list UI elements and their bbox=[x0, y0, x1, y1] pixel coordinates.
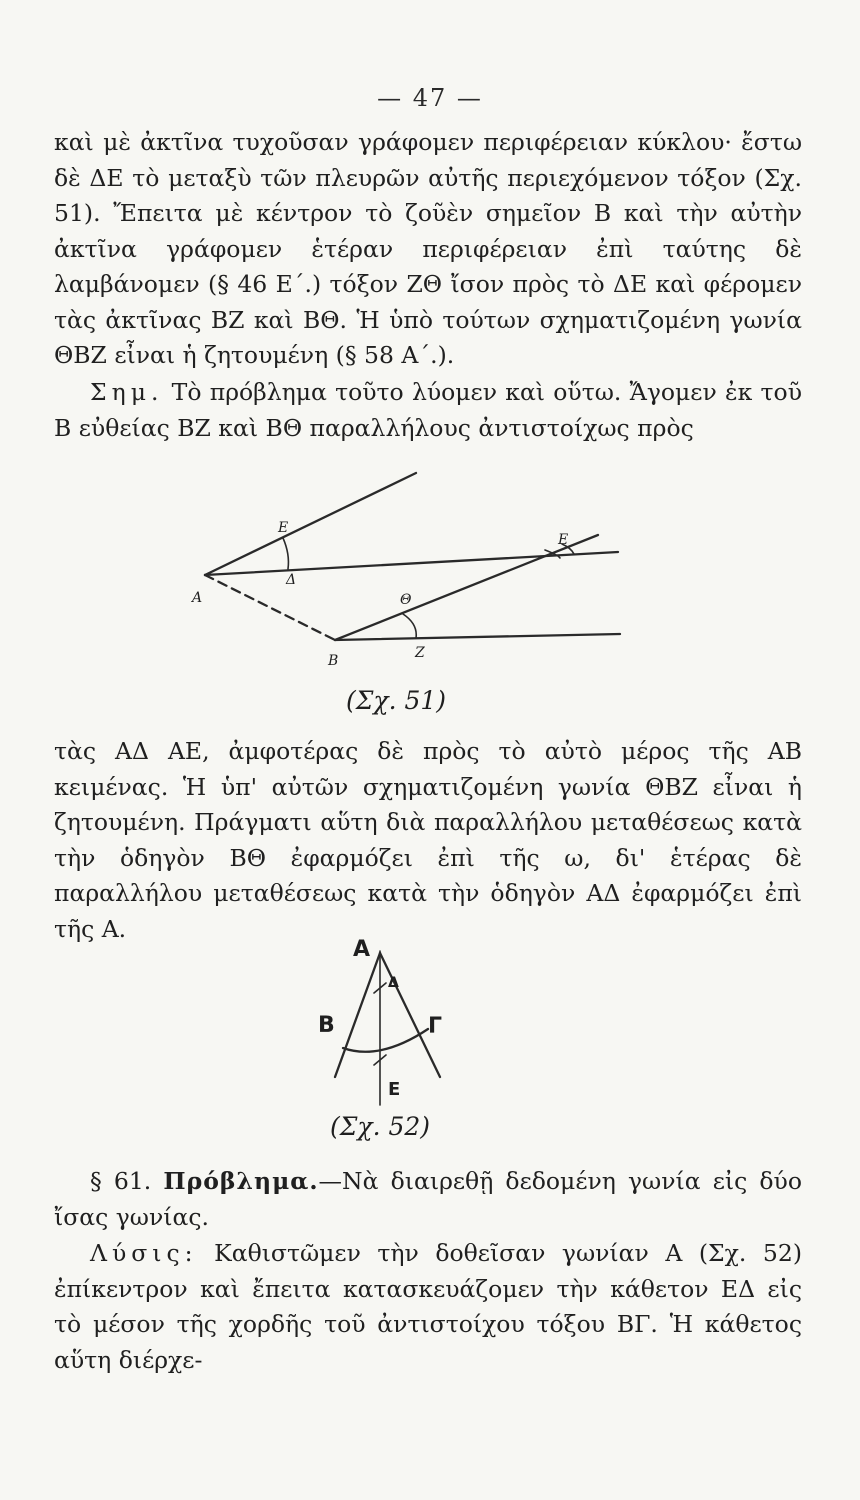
label-e: E bbox=[278, 520, 289, 536]
label-a-52: A bbox=[353, 937, 371, 962]
section-61 bbox=[54, 1164, 802, 1235]
note-text: Τὸ πρόβλημα τοῦτο λύομεν καὶ οὕτω. Ἄγομεν ἐκ τοῦ Β εὐθείας ΒΖ καὶ ΒΘ παραλλήλους ἀντιστοίχως πρὸς bbox=[54, 378, 802, 442]
arc-bg bbox=[343, 1029, 428, 1052]
page-number: — 47 — bbox=[377, 84, 483, 112]
figure-52-diagram bbox=[310, 925, 460, 1125]
paragraph-construction bbox=[54, 125, 802, 374]
side-ab bbox=[335, 953, 380, 1077]
problem-title: Πρόβλημα. bbox=[163, 1167, 319, 1195]
label-b: B bbox=[328, 653, 339, 669]
label-a: A bbox=[192, 590, 203, 606]
arc-de bbox=[283, 538, 288, 569]
label-e-52: Ε bbox=[388, 1079, 401, 1100]
problem-statement bbox=[54, 1164, 802, 1235]
label-delta-52: Δ bbox=[388, 975, 399, 991]
solution-text: Καθιστῶμεν τὴν δοθεῖσαν γωνίαν Α (Σχ. 52) ἐπίκεντρον καὶ ἔπειτα κατασκευάζομεν τὴν κάθετον ΕΔ εἰς τὸ μέσον τῆς χορδῆς τοῦ ἀντιστοίχου τόξου ΒΓ. Ἡ κάθετος αὕτη διέρχε- bbox=[54, 1239, 802, 1374]
note-label: Σημ. bbox=[90, 378, 164, 406]
label-g-52: Γ bbox=[428, 1014, 443, 1039]
ray-b-theta bbox=[335, 535, 598, 640]
label-z: Z bbox=[415, 645, 425, 661]
label-e-right: E bbox=[558, 532, 569, 548]
paragraph-proof bbox=[54, 734, 802, 947]
dashed-ab bbox=[205, 575, 335, 640]
note-paragraph bbox=[54, 375, 802, 446]
label-theta: Θ bbox=[400, 592, 412, 608]
figure-51-diagram bbox=[190, 462, 630, 682]
solution-label: Λύσις: bbox=[90, 1239, 198, 1267]
paragraph-note bbox=[54, 375, 802, 446]
figure-52-caption: (Σχ. 52) bbox=[330, 1112, 431, 1141]
figure-51-caption: (Σχ. 51) bbox=[346, 686, 447, 715]
label-delta: Δ bbox=[286, 572, 297, 588]
arc-theta-z bbox=[403, 614, 416, 638]
label-b-52: Β bbox=[318, 1013, 335, 1038]
solution-paragraph bbox=[54, 1236, 802, 1378]
paragraph-text: καὶ μὲ ἀκτῖνα τυχοῦσαν γράφομεν περιφέρειαν κύκλου· ἔστω δὲ ΔΕ τὸ μεταξὺ τῶν πλευρῶν αὐτῆς περιεχόμενον τόξον (Σχ. 51). Ἔπειτα μὲ κέντρον τὸ ζοῦὲν σημεῖον Β καὶ τὴν αὐτὴν ἀκτῖνα γράφομεν ἑτέραν περιφέρειαν ἐπὶ ταύτης δὲ λαμβάνομεν (§ 46 Ε΄.) τόξον ΖΘ ἴσον πρὸς τὸ ΔΕ καὶ φέρομεν τὰς ἀκτῖνας ΒΖ καὶ ΒΘ. Ἡ ὑπὸ τούτων σχηματιζομένη γωνία ΘΒΖ εἶναι ἡ ζητουμένη (§ 58 Α΄.). bbox=[54, 128, 802, 369]
ray-ae bbox=[205, 473, 416, 575]
proof-text: τὰς ΑΔ ΑΕ, ἀμφοτέρας δὲ πρὸς τὸ αὐτὸ μέρος τῆς ΑΒ κειμένας. Ἡ ὑπ' αὐτῶν σχηματιζομένη γωνία ΘΒΖ εἶναι ἡ ζητουμένη. Πράγματι αὕτη διὰ παραλλήλου μεταθέσεως κατὰ τὴν ὁδηγὸν ΒΘ ἐφαρμόζει ἐπὶ τῆς ω, δι' ἑτέρας δὲ παραλλήλου μεταθέσεως κατὰ τὴν ὁδηγὸν ΑΔ ἐφαρμόζει ἐπὶ τῆς Α. bbox=[54, 737, 802, 943]
ray-bz bbox=[335, 634, 620, 640]
section-number: § 61. bbox=[90, 1167, 152, 1195]
problem-text: —Νὰ διαιρεθῇ δεδομένη γωνία εἰς δύο ἴσας γωνίας. bbox=[54, 1167, 802, 1231]
solution-text-wrap bbox=[54, 1236, 802, 1378]
